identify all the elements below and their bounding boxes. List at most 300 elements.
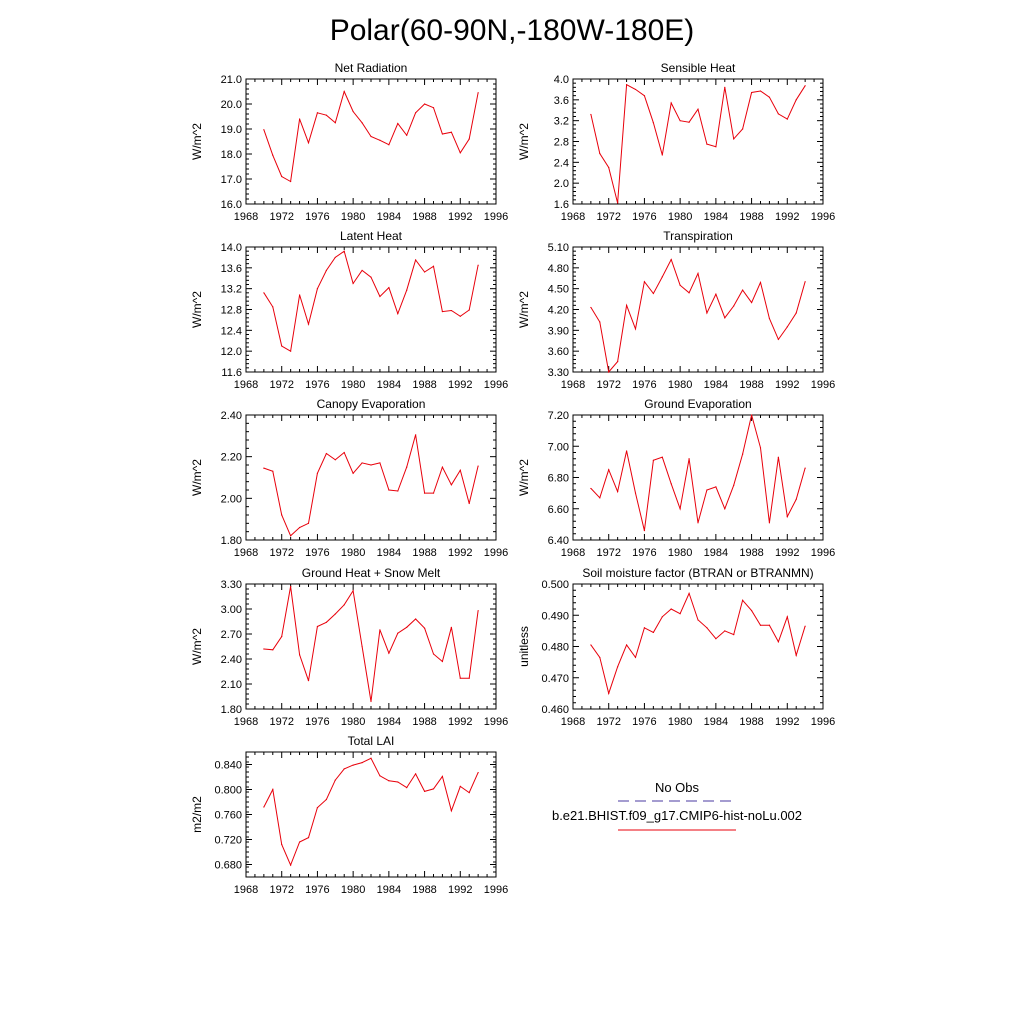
data-point [451, 810, 452, 811]
data-point [671, 259, 672, 260]
x-tick-label: 1984 [376, 547, 402, 559]
y-tick-label: 14.0 [220, 242, 242, 254]
data-point [715, 146, 716, 147]
y-tick-label: 0.460 [541, 704, 569, 716]
data-point [608, 469, 609, 470]
y-tick-label: 2.70 [220, 629, 242, 641]
x-tick-label: 1968 [560, 211, 586, 223]
data-point [478, 772, 479, 773]
y-tick-label: 3.90 [547, 325, 569, 338]
model-series-line [264, 587, 478, 702]
data-point [724, 630, 725, 631]
data-point [299, 294, 300, 295]
data-point [326, 622, 327, 623]
y-tick-label: 0.800 [214, 784, 242, 797]
data-point [644, 530, 645, 531]
x-tick-label: 1976 [305, 379, 330, 391]
y-axis-label: m2/m2 [190, 796, 204, 833]
data-point [608, 167, 609, 168]
x-tick-label: 1968 [560, 547, 586, 559]
data-point [263, 648, 264, 649]
y-tick-label: 2.00 [220, 493, 242, 506]
data-point [281, 176, 282, 177]
data-point [353, 765, 354, 766]
data-point [406, 466, 407, 467]
x-tick-label: 1992 [448, 211, 473, 223]
data-point [353, 590, 354, 591]
data-point [742, 128, 743, 129]
data-point [361, 270, 362, 271]
plot-frame [246, 752, 496, 877]
data-point [308, 323, 309, 324]
data-point [353, 283, 354, 284]
panel-grid [190, 61, 835, 896]
data-point [433, 493, 434, 494]
x-tick-label: 1992 [448, 547, 473, 559]
data-point [344, 91, 345, 92]
data-point [442, 311, 443, 312]
data-point [290, 351, 291, 352]
data-point [442, 776, 443, 777]
data-point [281, 636, 282, 637]
data-point [406, 135, 407, 136]
data-point [478, 265, 479, 266]
data-point [724, 508, 725, 509]
data-point [308, 837, 309, 838]
x-tick-label: 1996 [483, 716, 509, 728]
x-tick-label: 1976 [632, 716, 657, 728]
data-point [361, 646, 362, 647]
data-point [599, 497, 600, 498]
data-point [715, 294, 716, 295]
data-point [415, 259, 416, 260]
data-point [460, 152, 461, 153]
data-point [317, 807, 318, 808]
data-point [805, 281, 806, 282]
data-point [406, 787, 407, 788]
data-point [787, 616, 788, 617]
y-tick-label: 1.80 [220, 535, 242, 547]
x-tick-label: 1988 [412, 884, 437, 896]
data-point [751, 302, 752, 303]
x-tick-label: 1968 [233, 884, 259, 896]
data-point [406, 627, 407, 628]
chart-panel [190, 61, 508, 223]
data-point [451, 310, 452, 311]
legend [552, 780, 802, 830]
data-point [626, 450, 627, 451]
y-axis-label: W/m^2 [190, 628, 204, 665]
x-tick-label: 1992 [775, 716, 800, 728]
y-axis-label: W/m^2 [517, 123, 531, 160]
data-point [424, 103, 425, 104]
x-tick-label: 1980 [667, 716, 693, 728]
data-point [769, 625, 770, 626]
data-point [344, 452, 345, 453]
y-tick-label: 1.80 [220, 704, 242, 716]
x-tick-label: 1988 [739, 379, 764, 391]
data-point [353, 473, 354, 474]
data-point [769, 97, 770, 98]
data-point [263, 806, 264, 807]
y-tick-label: 21.0 [220, 74, 242, 86]
data-point [308, 142, 309, 143]
y-tick-label: 18.0 [220, 149, 242, 161]
data-point [281, 844, 282, 845]
y-tick-label: 19.0 [220, 124, 242, 136]
data-point [805, 468, 806, 469]
data-point [317, 473, 318, 474]
y-tick-label: 2.0 [553, 178, 569, 191]
data-point [760, 447, 761, 448]
data-point [653, 293, 654, 294]
y-tick-label: 0.680 [214, 859, 242, 872]
x-tick-label: 1996 [483, 547, 509, 559]
figure-title: Polar(60-90N,-180W-180E) [329, 14, 695, 47]
data-point [388, 780, 389, 781]
plot-frame [246, 247, 496, 372]
y-axis-label: unitless [517, 626, 531, 667]
y-tick-label: 0.760 [214, 809, 242, 822]
data-point [290, 586, 291, 587]
data-point [653, 122, 654, 123]
y-tick-label: 7.20 [547, 410, 569, 422]
data-point [715, 486, 716, 487]
data-point [787, 516, 788, 517]
model-series-line [264, 435, 478, 536]
data-point [326, 453, 327, 454]
x-tick-label: 1972 [269, 884, 294, 896]
plot-frame [573, 584, 823, 709]
x-tick-label: 1968 [233, 547, 259, 559]
y-tick-label: 13.2 [220, 283, 242, 296]
x-tick-label: 1976 [632, 547, 657, 559]
y-tick-label: 2.40 [220, 654, 242, 666]
x-tick-label: 1976 [305, 884, 330, 896]
data-point [451, 484, 452, 485]
data-point [680, 120, 681, 121]
chart-panel [517, 566, 835, 728]
y-tick-label: 4.80 [547, 262, 569, 275]
data-point [433, 107, 434, 108]
plot-frame [573, 79, 823, 204]
data-point [733, 138, 734, 139]
data-point [733, 634, 734, 635]
panel-title: Sensible Heat [660, 61, 736, 75]
data-point [460, 316, 461, 317]
data-point [433, 266, 434, 267]
x-tick-label: 1980 [340, 211, 366, 223]
x-tick-label: 1992 [448, 379, 473, 391]
data-point [442, 661, 443, 662]
data-point [299, 527, 300, 528]
data-point [796, 655, 797, 656]
x-tick-label: 1980 [340, 379, 366, 391]
y-tick-label: 3.00 [220, 604, 242, 616]
data-point [590, 644, 591, 645]
data-point [424, 628, 425, 629]
data-point [335, 257, 336, 258]
data-point [608, 371, 609, 372]
y-tick-label: 12.8 [220, 304, 242, 317]
data-point [263, 292, 264, 293]
y-tick-label: 0.470 [541, 672, 569, 685]
plot-frame [246, 79, 496, 204]
panel-title: Ground Heat + Snow Melt [301, 566, 441, 580]
x-tick-label: 1988 [412, 379, 437, 391]
data-point [805, 626, 806, 627]
data-point [299, 841, 300, 842]
x-tick-label: 1968 [233, 379, 259, 391]
data-point [653, 460, 654, 461]
data-point [290, 535, 291, 536]
data-point [662, 616, 663, 617]
x-tick-label: 1988 [739, 716, 764, 728]
panel-title: Ground Evaporation [644, 397, 752, 411]
x-tick-label: 1968 [560, 716, 586, 728]
data-point [451, 627, 452, 628]
x-tick-label: 1992 [448, 716, 473, 728]
data-point [751, 414, 752, 415]
data-point [671, 102, 672, 103]
y-tick-label: 0.480 [541, 641, 569, 654]
data-point [617, 666, 618, 667]
x-tick-label: 1988 [739, 547, 764, 559]
data-point [290, 181, 291, 182]
plot-frame [246, 415, 496, 540]
data-point [326, 270, 327, 271]
data-point [635, 657, 636, 658]
data-point [415, 773, 416, 774]
data-point [599, 321, 600, 322]
data-point [370, 464, 371, 465]
x-tick-label: 1968 [560, 379, 586, 391]
data-point [317, 626, 318, 627]
data-point [680, 508, 681, 509]
x-tick-label: 1980 [667, 547, 693, 559]
data-point [335, 613, 336, 614]
y-tick-label: 12.4 [220, 325, 242, 338]
data-point [706, 627, 707, 628]
data-point [335, 459, 336, 460]
data-point [697, 273, 698, 274]
data-point [335, 780, 336, 781]
x-tick-label: 1972 [596, 379, 621, 391]
x-tick-label: 1984 [376, 379, 402, 391]
data-point [706, 144, 707, 145]
y-tick-label: 6.60 [547, 503, 569, 516]
data-point [653, 632, 654, 633]
chart-panel [517, 61, 835, 223]
x-tick-label: 1972 [269, 211, 294, 223]
y-tick-label: 6.40 [547, 535, 569, 547]
plot-frame [573, 247, 823, 372]
legend-model-label: b.e21.BHIST.f09_g17.CMIP6-hist-noLu.002 [551, 808, 803, 823]
data-point [263, 468, 264, 469]
data-point [796, 99, 797, 100]
data-point [697, 522, 698, 523]
data-point [263, 129, 264, 130]
data-point [361, 462, 362, 463]
y-tick-label: 11.6 [221, 367, 242, 379]
data-point [787, 119, 788, 120]
data-point [688, 292, 689, 293]
data-point [697, 619, 698, 620]
data-point [742, 600, 743, 601]
y-tick-label: 3.2 [553, 115, 569, 128]
data-point [688, 593, 689, 594]
x-tick-label: 1972 [269, 379, 294, 391]
x-tick-label: 1992 [775, 211, 800, 223]
panel-title: Transpiration [663, 229, 733, 243]
data-point [308, 523, 309, 524]
x-tick-label: 1980 [340, 547, 366, 559]
x-tick-label: 1984 [376, 716, 402, 728]
data-point [626, 84, 627, 85]
data-point [590, 488, 591, 489]
data-point [617, 202, 618, 203]
x-tick-label: 1996 [483, 211, 509, 223]
chart-panel [190, 397, 508, 559]
data-point [724, 87, 725, 88]
data-point [370, 277, 371, 278]
data-point [751, 610, 752, 611]
data-point [760, 90, 761, 91]
y-tick-label: 6.80 [547, 472, 569, 485]
data-point [742, 453, 743, 454]
panel-title: Canopy Evaporation [316, 397, 426, 411]
x-tick-label: 1968 [233, 211, 259, 223]
x-tick-label: 1988 [412, 211, 437, 223]
data-point [769, 318, 770, 319]
model-series-line [264, 758, 478, 865]
data-point [626, 644, 627, 645]
model-series-line [591, 260, 805, 373]
x-tick-label: 1972 [596, 547, 621, 559]
x-tick-label: 1984 [703, 379, 729, 391]
data-point [388, 144, 389, 145]
y-tick-label: 20.0 [220, 99, 242, 111]
x-tick-label: 1992 [448, 884, 473, 896]
data-point [769, 522, 770, 523]
data-point [460, 786, 461, 787]
data-point [361, 122, 362, 123]
data-point [317, 112, 318, 113]
data-point [617, 361, 618, 362]
data-point [344, 604, 345, 605]
x-tick-label: 1984 [376, 884, 402, 896]
x-tick-label: 1996 [810, 211, 836, 223]
data-point [478, 610, 479, 611]
y-tick-label: 5.10 [547, 242, 569, 254]
data-point [272, 155, 273, 156]
data-point [361, 762, 362, 763]
data-point [442, 466, 443, 467]
panel-title: Total LAI [347, 734, 395, 748]
y-tick-label: 3.6 [553, 94, 569, 107]
data-point [370, 701, 371, 702]
data-point [778, 457, 779, 458]
data-point [388, 653, 389, 654]
data-point [805, 85, 806, 86]
y-tick-label: 0.720 [214, 834, 242, 847]
data-point [590, 114, 591, 115]
data-point [424, 271, 425, 272]
y-axis-label: W/m^2 [190, 459, 204, 496]
data-point [617, 491, 618, 492]
data-point [635, 493, 636, 494]
y-tick-label: 17.0 [220, 174, 242, 186]
data-point [706, 489, 707, 490]
data-point [733, 485, 734, 486]
data-point [760, 625, 761, 626]
data-point [787, 326, 788, 327]
data-point [599, 657, 600, 658]
x-tick-label: 1976 [305, 547, 330, 559]
data-point [671, 483, 672, 484]
model-series-line [591, 85, 805, 203]
y-tick-label: 2.8 [553, 136, 569, 149]
x-tick-label: 1996 [810, 379, 836, 391]
y-tick-label: 0.500 [541, 579, 569, 591]
data-point [353, 111, 354, 112]
model-series-line [591, 415, 805, 531]
data-point [370, 136, 371, 137]
data-point [460, 470, 461, 471]
data-point [281, 345, 282, 346]
y-axis-label: W/m^2 [517, 459, 531, 496]
chart-panel [517, 229, 835, 391]
y-axis-label: W/m^2 [190, 291, 204, 328]
data-point [379, 296, 380, 297]
data-point [379, 140, 380, 141]
chart-panel [190, 734, 508, 896]
x-tick-label: 1992 [775, 379, 800, 391]
model-series-line [264, 251, 478, 351]
data-point [469, 792, 470, 793]
data-point [796, 312, 797, 313]
x-tick-label: 1984 [376, 211, 402, 223]
data-point [397, 633, 398, 634]
data-point [370, 758, 371, 759]
x-tick-label: 1988 [412, 547, 437, 559]
x-tick-label: 1972 [596, 211, 621, 223]
y-tick-label: 3.30 [547, 367, 569, 379]
data-point [415, 618, 416, 619]
data-point [469, 309, 470, 310]
data-point [796, 499, 797, 500]
data-point [397, 123, 398, 124]
y-tick-label: 2.10 [220, 679, 242, 691]
data-point [397, 490, 398, 491]
data-point [733, 305, 734, 306]
x-tick-label: 1996 [483, 379, 509, 391]
data-point [272, 471, 273, 472]
y-tick-label: 4.50 [547, 283, 569, 296]
data-point [478, 465, 479, 466]
data-point [742, 289, 743, 290]
data-point [397, 781, 398, 782]
y-tick-label: 13.6 [220, 262, 242, 275]
data-point [442, 133, 443, 134]
x-tick-label: 1968 [233, 716, 259, 728]
data-point [272, 789, 273, 790]
data-point [379, 629, 380, 630]
data-point [680, 613, 681, 614]
data-point [478, 92, 479, 93]
model-series-line [591, 593, 805, 693]
data-point [460, 678, 461, 679]
